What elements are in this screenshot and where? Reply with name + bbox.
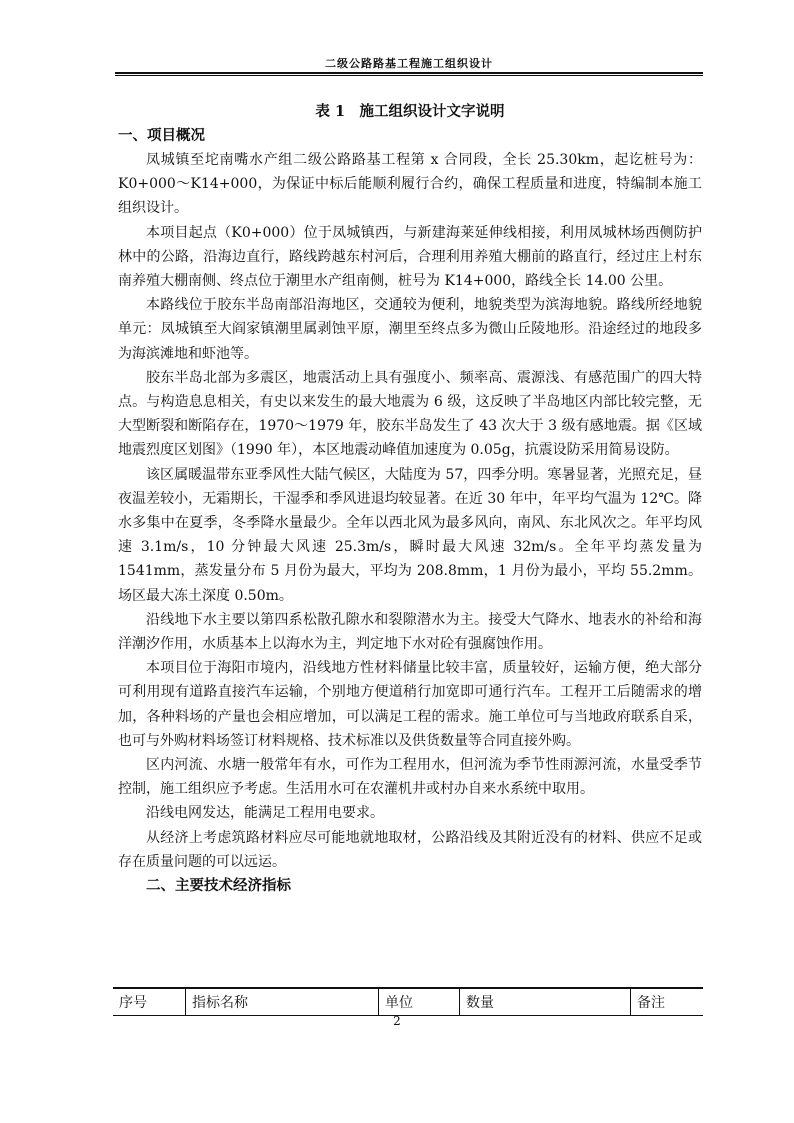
paragraph-route: 本项目起点（K0+000）位于凤城镇西，与新建海莱延伸线相接，利用凤城林场西侧防护林中的公路，沿海边直行，路线跨越东村河后，合理利用养殖大棚前的路直行，经过庄上村东南养殖大棚南侧、终点位于潮里水产组南侧，桩号为 K14+000，路线全长 14.00 公里。	[118, 224, 702, 290]
section-heading-overview: 一、项目概况	[118, 127, 205, 144]
indicator-table	[113, 987, 703, 1016]
page-number: 2	[393, 1014, 401, 1028]
header-rule-thin	[115, 75, 703, 76]
paragraph-scope: 凤城镇至坨南嘴水产组二级公路路基工程第 x 合同段，全长 25.30km，起讫桩号为：K0+000～K14+000，为保证中标后能顺利履行合约，确保工程质量和进度，特编制本施工组织设计。	[118, 152, 702, 217]
paragraph-groundwater: 沿线地下水主要以第四系松散孔隙水和裂隙潜水为主。接受大气降水、地表水的补给和海洋潮汐作用，水质基本上以海水为主，判定地下水对砼有强腐蚀作用。	[118, 611, 702, 653]
header-rule-thick	[115, 72, 703, 74]
document-body	[118, 100, 702, 898]
col-header-quantity: 数量	[460, 988, 631, 1016]
col-header-indicator: 指标名称	[186, 988, 379, 1016]
paragraph-power: 沿线电网发达，能满足工程用电要求。	[146, 805, 384, 822]
table-header-row	[113, 988, 703, 1016]
col-header-unit: 单位	[379, 988, 460, 1016]
paragraph-economy: 从经济上考虑筑路材料应尽可能地就地取材，公路沿线及其附近没有的材料、供应不足或存在质量问题的可以远运。	[118, 829, 702, 870]
paragraph-seismic: 胶东半岛北部为多震区，地震活动上具有强度小、频率高、震源浅、有感范围广的四大特点。与构造息息相关，有史以来发生的最大地震为 6 级，这反映了半岛地区内部比较完整，无大型断裂和断陷存在，1970～1979 年，胶东半岛发生了 43 次大于 3 级有感地震。据《区域地震烈度区划图》（1990 年），本区地震动峰值加速度为 0.05g，抗震设防采用简易设防。	[118, 369, 702, 459]
paragraph-materials: 本项目位于海阳市境内，沿线地方性材料储量比较丰富，质量较好，运输方便，绝大部分可利用现有道路直接汽车运输，个别地方便道稍行加宽即可通行汽车。工程开工后随需求的增加，各种料场的产量也会相应增加，可以满足工程的需求。施工单位可与当地政府联系自采，也可与外购材料场签订材料规格、技术标准以及供货数量等合同直接外购。	[118, 660, 702, 749]
document-title: 表 1 施工组织设计文字说明	[315, 103, 505, 120]
section-heading-indicators: 二、主要技术经济指标	[146, 877, 291, 895]
paragraph-climate: 该区属暖温带东亚季风性大陆气候区，大陆度为 57，四季分明。寒暑显著，光照充足，昼夜温差较小，无霜期长，干湿季和季风进退均较显著。在近 30 年中，年平均气温为 12℃。降水多集中在夏季，冬季降水量最少。全年以西北风为最多风向，南风、东北风次之。年平均风速 3.1m/s，10 分钟最大风速 25.3m/s，瞬时最大风速 32m/s。全年平均蒸发量为 1541mm，蒸发量分布 5 月份为最大，平均为 208.8mm，1 月份为最小，平均 55.2mm。场区最大冻土深度 0.50m。	[118, 466, 702, 604]
paragraph-landform: 本路线位于胶东半岛南部沿海地区，交通较为便利，地貌类型为滨海地貌。路线所经地貌单元：凤城镇至大阎家镇潮里属剥蚀平原，潮里至终点多为微山丘陵地形。沿途经过的地段多为海滨滩地和虾池等。	[118, 297, 702, 362]
col-header-remarks: 备注	[631, 988, 704, 1016]
col-header-index: 序号	[113, 988, 186, 1016]
paragraph-water-supply: 区内河流、水塘一般常年有水，可作为工程用水，但河流为季节性雨源河流，水量受季节控制，施工组织应予考虑。生活用水可在农灌机井或村办自来水系统中取用。	[118, 757, 702, 798]
running-header: 二级公路路基工程施工组织设计	[325, 57, 493, 70]
